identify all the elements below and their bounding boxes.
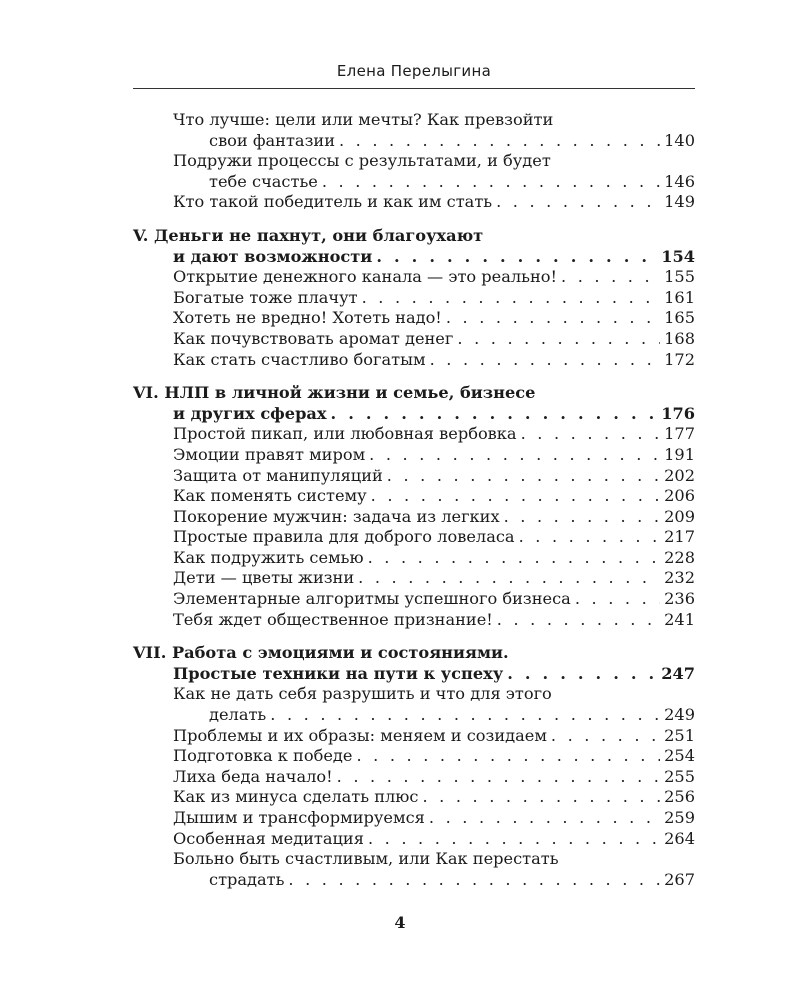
toc-entry-title: Проблемы и их образы: меняем и созидаем xyxy=(173,725,547,745)
toc-page-number: 251 xyxy=(664,725,695,745)
toc-entry-title: Как не дать себя разрушить и что для этого xyxy=(173,684,552,704)
toc-entry[interactable] xyxy=(133,192,695,213)
toc-page-number: 154 xyxy=(661,246,695,266)
toc-entry[interactable] xyxy=(133,350,695,371)
leader-dots xyxy=(457,329,660,350)
toc-entry-title: свои фантазии xyxy=(209,130,335,150)
toc-entry-title: Кто такой победитель и как им стать xyxy=(173,192,493,212)
leader-dots xyxy=(369,445,660,466)
toc-entry[interactable] xyxy=(133,466,695,487)
toc-entry-title: Защита от манипуляций xyxy=(173,465,383,485)
toc-entry[interactable] xyxy=(133,445,695,466)
toc-entry-title: тебе счастье xyxy=(209,171,318,191)
toc-entry-title: Простой пикап, или любовная вербовка xyxy=(173,424,517,444)
toc-page-number: 165 xyxy=(664,308,695,328)
toc-page-number: 247 xyxy=(661,663,695,683)
leader-dots xyxy=(551,726,660,747)
leader-dots xyxy=(497,610,660,631)
toc-entry[interactable] xyxy=(133,131,695,152)
toc-entry-title: Богатые тоже плачут xyxy=(173,287,358,307)
toc-entry[interactable] xyxy=(133,705,695,726)
leader-dots xyxy=(339,131,660,152)
toc-entry-title: Как из минуса сделать плюс xyxy=(173,787,419,807)
toc-part-title: и дают возможности xyxy=(173,246,373,266)
toc-entry-title: Эмоции правят миром xyxy=(173,444,366,464)
leader-dots xyxy=(575,589,660,610)
leader-dots xyxy=(561,267,660,288)
toc-entry-title: Дети — цветы жизни xyxy=(173,568,355,588)
toc-entry-title: Подружи процессы с результатами, и будет xyxy=(173,151,551,171)
toc-entry-title: Как почувствовать аромат денег xyxy=(173,328,454,348)
table-of-contents xyxy=(133,110,695,890)
toc-entry-title: Дышим и трансформируемся xyxy=(173,808,425,827)
toc-part-heading xyxy=(133,383,695,404)
toc-page-number: 209 xyxy=(664,506,695,526)
toc-part-entry[interactable] xyxy=(133,404,695,425)
toc-entry[interactable] xyxy=(133,329,695,350)
toc-part-heading xyxy=(133,643,695,664)
toc-entry-title: Элементарные алгоритмы успешного бизнеса xyxy=(173,589,571,609)
toc-page-number: 259 xyxy=(664,808,695,827)
toc-page-number: 168 xyxy=(664,328,695,348)
toc-entry-title: Как подружить семью xyxy=(173,547,364,567)
leader-dots xyxy=(331,404,658,425)
toc-entry-title: Покорение мужчин: задача из легких xyxy=(173,506,500,526)
toc-page-number: 236 xyxy=(664,589,695,609)
leader-dots xyxy=(422,787,660,808)
toc-entry[interactable] xyxy=(133,507,695,528)
toc-part-title: и других сферах xyxy=(173,403,327,423)
toc-page-number: 217 xyxy=(664,527,695,547)
toc-entry[interactable] xyxy=(133,288,695,309)
toc-entry-title: Хотеть не вредно! Хотеть надо! xyxy=(173,308,442,328)
toc-page-number: 241 xyxy=(664,609,695,629)
leader-dots xyxy=(288,870,660,891)
leader-dots xyxy=(368,548,661,569)
toc-page-number: 191 xyxy=(664,444,695,464)
toc-entry-title: страдать xyxy=(209,869,285,889)
toc-page-number: 202 xyxy=(664,465,695,485)
toc-entry-title: Открытие денежного канала — это реально! xyxy=(173,267,558,287)
toc-page-number: 172 xyxy=(664,349,695,369)
leader-dots xyxy=(270,705,660,726)
toc-entry[interactable] xyxy=(133,589,695,610)
page-number: 4 xyxy=(394,913,406,932)
toc-entry-title: Как поменять систему xyxy=(173,486,367,506)
toc-page-number: 256 xyxy=(664,787,695,807)
header-rule xyxy=(133,88,695,89)
toc-page-number: 249 xyxy=(664,705,695,725)
toc-page-number: 177 xyxy=(664,424,695,444)
running-head-author: Елена Перелыгина xyxy=(336,62,492,80)
toc-page-number: 267 xyxy=(664,869,695,889)
toc-entry-line1 xyxy=(133,110,695,131)
toc-entry[interactable] xyxy=(133,527,695,548)
toc-entry-title: Подготовка к победе xyxy=(173,746,353,766)
toc-page-number: 140 xyxy=(664,130,695,150)
leader-dots xyxy=(362,288,661,309)
toc-page-number: 254 xyxy=(664,746,695,766)
toc-part-title: VII. Работа с эмоциями и состояниями. xyxy=(133,643,509,663)
leader-dots xyxy=(356,746,660,767)
leader-dots xyxy=(496,192,660,213)
toc-entry-title: Что лучше: цели или мечты? Как превзойти xyxy=(173,110,554,129)
toc-entry[interactable] xyxy=(133,767,695,788)
toc-entry-line1 xyxy=(133,684,695,705)
toc-page-number: 255 xyxy=(664,766,695,786)
leader-dots xyxy=(322,172,660,193)
toc-page-number: 155 xyxy=(664,267,695,287)
toc-entry[interactable] xyxy=(133,568,695,589)
toc-part-heading xyxy=(133,226,695,247)
toc-part-entry[interactable] xyxy=(133,664,695,685)
leader-dots xyxy=(519,527,661,548)
toc-part-title: VI. НЛП в личной жизни и семье, бизнесе xyxy=(133,383,536,403)
leader-dots xyxy=(387,466,660,487)
toc-entry[interactable] xyxy=(133,172,695,193)
toc-entry[interactable] xyxy=(133,787,695,808)
toc-page-number: 161 xyxy=(664,287,695,307)
leader-dots xyxy=(521,424,661,445)
toc-entry-title: Тебя ждет общественное признание! xyxy=(173,609,493,629)
toc-part-title: V. Деньги не пахнут, они благоухают xyxy=(133,225,484,245)
leader-dots xyxy=(358,568,660,589)
toc-page-number: 146 xyxy=(664,171,695,191)
toc-entry[interactable] xyxy=(133,486,695,507)
toc-entry[interactable] xyxy=(133,870,695,891)
toc-entry-title: Лиха беда начало! xyxy=(173,766,333,786)
toc-entry-title: Больно быть счастливым, или Как перестать xyxy=(173,849,559,869)
toc-entry[interactable] xyxy=(133,267,695,288)
leader-dots xyxy=(337,767,660,788)
leader-dots xyxy=(507,664,657,685)
leader-dots xyxy=(368,829,660,850)
toc-page-number: 264 xyxy=(664,828,695,848)
toc-entry-title: Простые правила для доброго ловеласа xyxy=(173,527,515,547)
leader-dots xyxy=(504,507,660,528)
toc-entry[interactable] xyxy=(133,829,695,850)
toc-part-title: Простые техники на пути к успеху xyxy=(173,663,504,683)
toc-entry[interactable] xyxy=(133,808,695,829)
toc-entry[interactable] xyxy=(133,424,695,445)
toc-entry-title: Как стать счастливо богатым xyxy=(173,349,426,369)
toc-entry[interactable] xyxy=(133,746,695,767)
toc-entry-line1 xyxy=(133,849,695,870)
toc-entry[interactable] xyxy=(133,308,695,329)
leader-dots xyxy=(376,247,657,268)
toc-entry-title: делать xyxy=(209,705,267,725)
toc-entry[interactable] xyxy=(133,610,695,631)
toc-entry-title: Особенная медитация xyxy=(173,828,364,848)
leader-dots xyxy=(430,350,660,371)
toc-entry[interactable] xyxy=(133,726,695,747)
toc-entry-line1 xyxy=(133,151,695,172)
toc-entry[interactable] xyxy=(133,548,695,569)
leader-dots xyxy=(429,808,660,829)
toc-page-number: 149 xyxy=(664,192,695,212)
toc-page-number: 228 xyxy=(664,547,695,567)
toc-page-number: 176 xyxy=(661,403,695,423)
toc-part-entry[interactable] xyxy=(133,247,695,268)
leader-dots xyxy=(446,308,660,329)
leader-dots xyxy=(371,486,660,507)
toc-page-number: 206 xyxy=(664,486,695,506)
toc-page-number: 232 xyxy=(664,568,695,588)
